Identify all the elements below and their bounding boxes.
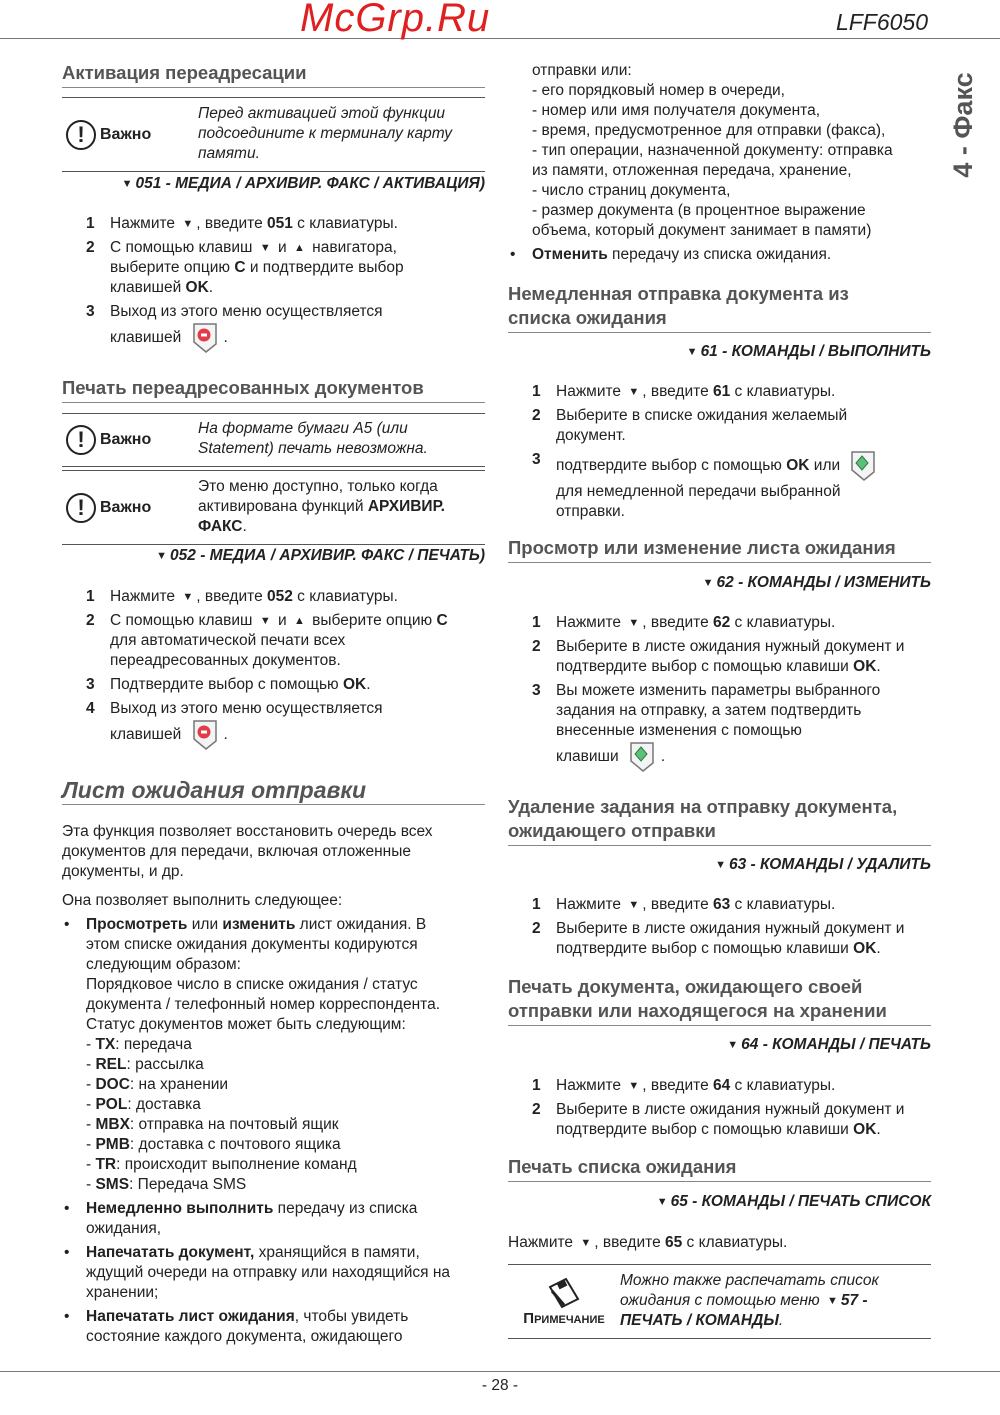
text-run: Выход из этого меню осуществляется клавишей: [110, 700, 383, 744]
text-run: : передача -: [86, 1036, 192, 1073]
section-heading: Печать документа, ожидающего своей отправки или находящегося на хранении: [508, 975, 931, 1026]
arrow-down-icon: ▼: [715, 859, 726, 871]
text-run: передачу из списка ожидания,: [86, 1200, 418, 1237]
bullet-item: [62, 1307, 485, 1347]
arrow-down-icon: ▼: [259, 242, 271, 254]
text-run: Можно также распечатать список ожидания с помощью меню: [620, 1271, 879, 1309]
step-item: [532, 895, 932, 915]
arrow-down-icon: ▼: [702, 577, 714, 589]
step-number: 2: [532, 1101, 541, 1118]
exclamation-icon: !: [66, 120, 96, 150]
steps-list: [532, 895, 932, 963]
item-text: [556, 681, 880, 773]
text-run: лист ожидания. В этом списке ожидания документы кодируются следующим образом: Порядковое число в списке ожидания / статус документа / телефонный номер корреспондента. Статус документов может быть следующим: -: [86, 916, 441, 1053]
text-run: выберите опцию: [307, 612, 437, 629]
step-item: [86, 238, 486, 298]
bold-text: C: [436, 612, 448, 629]
chapter-side-tab: [943, 60, 983, 190]
bullet-dot: •: [64, 1200, 70, 1217]
menu-path: [508, 1192, 931, 1212]
step-number: 3: [86, 303, 95, 320]
item-text: [110, 675, 371, 695]
text-run: навигатора, выберите опцию: [110, 239, 397, 276]
watermark: McGrp.Ru: [300, 0, 491, 40]
stop-key-icon: [192, 322, 218, 354]
step-number: 3: [86, 676, 95, 693]
step-item: [86, 302, 486, 354]
item-text: [86, 915, 440, 1195]
bold-text: MBX: [95, 1116, 130, 1133]
text-run: Выберите в листе ожидания нужный документ и подтвердите выбор с помощью клавиши: [556, 920, 905, 957]
arrow-up-icon: ▲: [293, 615, 305, 627]
bold-text: 61: [713, 383, 731, 400]
text-run: 61 - КОМАНДЫ / ВЫПОЛНИТЬ: [700, 343, 931, 360]
paragraph: Она позволяет выполнить следующее:: [62, 892, 343, 909]
arrow-down-icon: ▼: [182, 591, 194, 603]
text-run: 63 - КОМАНДЫ / УДАЛИТЬ: [728, 856, 931, 873]
steps-list: [86, 587, 486, 755]
page-number: - 28 -: [481, 1377, 519, 1394]
bullet-item: [62, 1243, 485, 1303]
text-run: .: [366, 676, 371, 693]
text-run: или: [187, 916, 223, 933]
section-heading: Удаление задания на отправку документа, ожидающего отправки: [508, 795, 931, 846]
bullet-dot: •: [510, 246, 516, 263]
text-run: .: [208, 279, 214, 296]
arrow-down-icon: ▼: [628, 899, 640, 911]
text-run: 64 - КОМАНДЫ / ПЕЧАТЬ: [741, 1036, 931, 1053]
step-number: 1: [532, 383, 541, 400]
bold-text: Просмотреть: [86, 916, 188, 933]
important-label: Важно: [100, 498, 152, 516]
text-run: , введите: [642, 383, 713, 400]
bullet-item: [62, 1199, 485, 1239]
text-run: и: [273, 239, 291, 256]
text-run: Нажмите: [556, 896, 626, 913]
text-run: и подтвердите выбор клавишей: [110, 259, 404, 296]
text-run: Выберите в списке ожидания желаемый документ.: [556, 407, 848, 444]
steps-list: [532, 382, 932, 526]
step-number: 4: [86, 700, 95, 717]
text-run: хранящийся в памяти, ждущий очереди на отправку или находящийся на хранении;: [86, 1244, 451, 1301]
step-number: 1: [532, 896, 541, 913]
text-run: Нажмите: [508, 1234, 578, 1251]
bold-text: OK: [853, 1121, 877, 1138]
step-number: 2: [532, 407, 541, 424]
text-run: 051 - МЕДИА / АРХИВИР. ФАКС / АКТИВАЦИЯ): [135, 175, 485, 192]
section-heading: Немедленная отправка документа из списка ожидания: [508, 282, 931, 333]
stop-key-icon: [192, 719, 218, 751]
bullet-list: [62, 915, 485, 1351]
bold-text: 63: [713, 896, 731, 913]
menu-path: [508, 342, 931, 362]
text-run: подтвердите выбор с помощью: [556, 457, 787, 475]
step-item: [532, 1076, 932, 1096]
text-run: Это меню доступно, только когда активирована функций: [198, 477, 438, 515]
step-item: [532, 637, 932, 677]
menu-path: [62, 174, 485, 194]
bullet-dot: •: [64, 1308, 70, 1325]
step-item: [532, 382, 932, 402]
menu-path: [508, 1035, 931, 1055]
item-text: [110, 214, 398, 234]
item-text: [556, 637, 904, 677]
arrow-up-icon: ▲: [293, 242, 305, 254]
arrow-down-icon: ▼: [259, 615, 271, 627]
step-item: [532, 613, 932, 633]
text-run: .: [778, 1311, 784, 1329]
item-text: [556, 406, 847, 446]
text-run: с клавиатуры.: [292, 588, 398, 605]
bold-text: Напечатать документ,: [86, 1244, 255, 1261]
bullet-dot: •: [64, 916, 70, 933]
bold-text: 052: [267, 588, 293, 605]
arrow-down-icon: ▼: [182, 218, 194, 230]
note-text: [620, 1265, 879, 1339]
paragraph: Эта функция позволяет восстановить очередь всех документов для передачи, включая отложенные документы, и др.: [62, 823, 433, 880]
text-run: : доставка с почтового ящика -: [86, 1136, 341, 1173]
step-number: 2: [532, 920, 541, 937]
section-heading: Просмотр или изменение листа ожидания: [508, 536, 931, 563]
clipboard-note-icon: [546, 1275, 582, 1309]
bold-text: 64: [713, 1077, 731, 1094]
arrow-down-icon: ▼: [826, 1294, 838, 1307]
item-text: [110, 587, 398, 607]
chapter-heading: Лист ожидания отправки: [62, 776, 485, 805]
arrow-down-icon: ▼: [727, 1039, 739, 1051]
step-item: [86, 214, 486, 234]
text-run: : отправка на почтовый ящик -: [86, 1116, 339, 1153]
text-run: Выберите в листе ожидания нужный документ и подтвердите выбор с помощью клавиши: [556, 1101, 905, 1138]
text-run: Нажмите: [556, 1077, 626, 1094]
text-run: Вы можете изменить параметры выбранного задания на отправку, а затем подтвердить внесенные изменения с помощью клавиши: [556, 682, 881, 766]
step-number: 2: [86, 239, 95, 256]
step-number: 2: [86, 612, 95, 629]
exclamation-icon: !: [66, 425, 96, 455]
bold-text: Напечатать лист ожидания: [86, 1308, 295, 1325]
bold-text: POL: [95, 1096, 128, 1113]
item-text: [86, 1307, 408, 1347]
text-run: с клавиатуры.: [730, 1077, 836, 1094]
text-run: с клавиатуры.: [292, 215, 398, 232]
note-label: Примечание: [523, 1309, 605, 1327]
bold-text: TR: [95, 1156, 117, 1173]
steps-list: [532, 613, 932, 777]
text-run: .: [660, 748, 666, 766]
text-run: : происходит выполнение команд -: [86, 1156, 357, 1193]
text-run: : на хранении -: [86, 1076, 229, 1113]
text-run: с клавиатуры.: [730, 896, 836, 913]
text-run: с клавиатуры.: [730, 614, 836, 631]
bold-text: DOC: [95, 1076, 130, 1093]
bullet-item: [508, 245, 931, 265]
arrow-down-icon: ▼: [628, 386, 640, 398]
step-item: [532, 450, 932, 522]
section-heading: Печать переадресованных документов: [62, 376, 485, 403]
document-model-title: LFF6050: [835, 9, 928, 35]
item-text: [110, 611, 448, 671]
steps-list: [532, 1076, 932, 1144]
menu-path: [508, 855, 931, 875]
bold-text: REL: [95, 1056, 127, 1073]
chapter-label: 4 - Факс: [948, 72, 978, 178]
item-text: [110, 238, 404, 298]
bold-text: 051: [267, 215, 293, 232]
text-run: : доставка -: [86, 1096, 201, 1133]
step-item: [532, 919, 932, 959]
item-text: [556, 919, 904, 959]
item-text: [556, 450, 882, 522]
arrow-down-icon: ▼: [686, 346, 698, 358]
step-item: [86, 675, 486, 695]
step-number: 1: [86, 588, 95, 605]
paragraph: отправки или: - его порядковый номер в очереди, - номер или имя получателя документа, - время, предусмотренное для отправки (факса), - тип операции, назначенной документу: отправка из памяти, отложенная передача, хранение, - число страниц документа, - размер документа (в процентное выражение объема, который документ занимает в памяти): [532, 62, 893, 239]
step-number: 1: [86, 215, 95, 232]
text-run: , введите: [196, 588, 267, 605]
step-number: 3: [532, 451, 541, 468]
important-box: [62, 97, 485, 172]
bold-text: SMS: [95, 1176, 130, 1193]
text-run: , введите: [642, 896, 713, 913]
important-text: На формате бумаги A5 (или Statement) печать невозможна.: [198, 420, 428, 457]
header-rule: [0, 38, 1000, 39]
text-run: Нажмите: [556, 614, 626, 631]
step-number: 3: [532, 682, 541, 699]
step-item: [86, 699, 486, 751]
text-run: Выход из этого меню осуществляется клавишей: [110, 303, 383, 347]
important-text: [198, 471, 445, 545]
section-heading: Печать списка ожидания: [508, 1155, 931, 1182]
important-box: [62, 413, 485, 467]
bold-text: АРХИВИР. ФАКС: [198, 497, 445, 535]
step-number: 1: [532, 1077, 541, 1094]
text-run: или: [809, 457, 845, 475]
text-run: Нажмите: [110, 588, 180, 605]
item-text: [556, 382, 835, 402]
text-run: , введите: [642, 614, 713, 631]
step-number: 2: [532, 638, 541, 655]
bold-text: 65: [665, 1234, 683, 1251]
text-run: , введите: [594, 1234, 665, 1251]
step-item: [532, 406, 932, 446]
text-run: с клавиатуры.: [730, 383, 836, 400]
bold-text: OK: [185, 279, 209, 296]
item-text: [556, 1076, 835, 1096]
item-text: [86, 1199, 417, 1239]
text-run: 62 - КОМАНДЫ / ИЗМЕНИТЬ: [716, 574, 931, 591]
item-text: [86, 1243, 450, 1303]
steps-list: [86, 214, 486, 358]
item-text: [556, 613, 835, 633]
text-run: с клавиатуры.: [682, 1234, 788, 1251]
text-run: , введите: [642, 1077, 713, 1094]
text-run: С помощью клавиш: [110, 612, 257, 629]
text-run: .: [876, 940, 881, 957]
text-run: .: [242, 517, 247, 535]
bold-text: OK: [853, 658, 877, 675]
text-run: для автоматической печати всех переадресованных документов.: [110, 632, 346, 669]
text-run: и: [273, 612, 291, 629]
arrow-down-icon: ▼: [628, 617, 640, 629]
bold-text: OK: [853, 940, 877, 957]
section-heading: Активация переадресации: [62, 61, 485, 88]
text-run: 65 - КОМАНДЫ / ПЕЧАТЬ СПИСОК: [670, 1193, 931, 1210]
text-run: , введите: [196, 215, 267, 232]
exclamation-icon: !: [66, 493, 96, 523]
bullet-item: [62, 915, 485, 1195]
text-run: .: [223, 329, 228, 347]
bold-text: PMB: [95, 1136, 130, 1153]
item-text: [556, 895, 835, 915]
text-run: , чтобы увидеть состояние каждого документа, ожидающего: [86, 1308, 409, 1345]
menu-path: [62, 546, 485, 566]
step-number: 1: [532, 614, 541, 631]
note-box: [508, 1264, 931, 1339]
bold-text: 57 - ПЕЧАТЬ / КОМАНДЫ: [620, 1291, 868, 1329]
bold-text: Немедленно выполнить: [86, 1200, 274, 1217]
text-run: Нажмите: [110, 215, 180, 232]
footer-rule: [0, 1371, 1000, 1372]
bullet-dot: •: [64, 1244, 70, 1261]
item-text: [556, 1100, 904, 1140]
step-item: [86, 611, 486, 671]
menu-path: [508, 573, 931, 593]
text-run: С помощью клавиш: [110, 239, 257, 256]
bold-text: TX: [95, 1036, 116, 1053]
important-text: Перед активацией этой функции подсоедините к терминалу карту памяти.: [198, 104, 453, 162]
arrow-down-icon: ▼: [121, 178, 133, 190]
text-run: Нажмите: [556, 383, 626, 400]
important-label: Важно: [100, 125, 152, 143]
step-item: [86, 587, 486, 607]
text-run: для немедленной передачи выбранной отправки.: [556, 483, 841, 520]
bold-text: OK: [786, 457, 810, 475]
text-run: : рассылка -: [86, 1056, 204, 1093]
text-run: .: [876, 1121, 881, 1138]
text-run: Выберите в листе ожидания нужный документ и подтвердите выбор с помощью клавиши: [556, 638, 905, 675]
step-item: [532, 1100, 932, 1140]
arrow-down-icon: ▼: [156, 550, 168, 562]
bold-text: 62: [713, 614, 731, 631]
ok-key-icon: [629, 741, 655, 773]
paragraph: [508, 1233, 931, 1253]
text-run: .: [223, 726, 228, 744]
item-text: [532, 245, 831, 265]
text-run: : Передача SMS: [129, 1176, 247, 1193]
text-run: 052 - МЕДИА / АРХИВИР. ФАКС / ПЕЧАТЬ): [170, 547, 485, 564]
text-run: Подтвердите выбор с помощью: [110, 676, 343, 693]
arrow-down-icon: ▼: [628, 1080, 640, 1092]
bold-text: изменить: [222, 916, 296, 933]
bold-text: C: [234, 259, 246, 276]
arrow-down-icon: ▼: [656, 1196, 668, 1208]
step-item: [532, 681, 932, 773]
arrow-down-icon: ▼: [580, 1237, 592, 1249]
important-label: Важно: [100, 431, 152, 448]
text-run: передачу из списка ожидания.: [607, 246, 832, 263]
important-box: [62, 470, 485, 545]
ok-key-icon: [850, 450, 876, 482]
bullet-list: [508, 245, 931, 269]
item-text: [110, 699, 383, 751]
bold-text: Отменить: [532, 246, 608, 263]
text-run: .: [876, 658, 881, 675]
bold-text: OK: [342, 676, 367, 693]
item-text: [110, 302, 383, 354]
